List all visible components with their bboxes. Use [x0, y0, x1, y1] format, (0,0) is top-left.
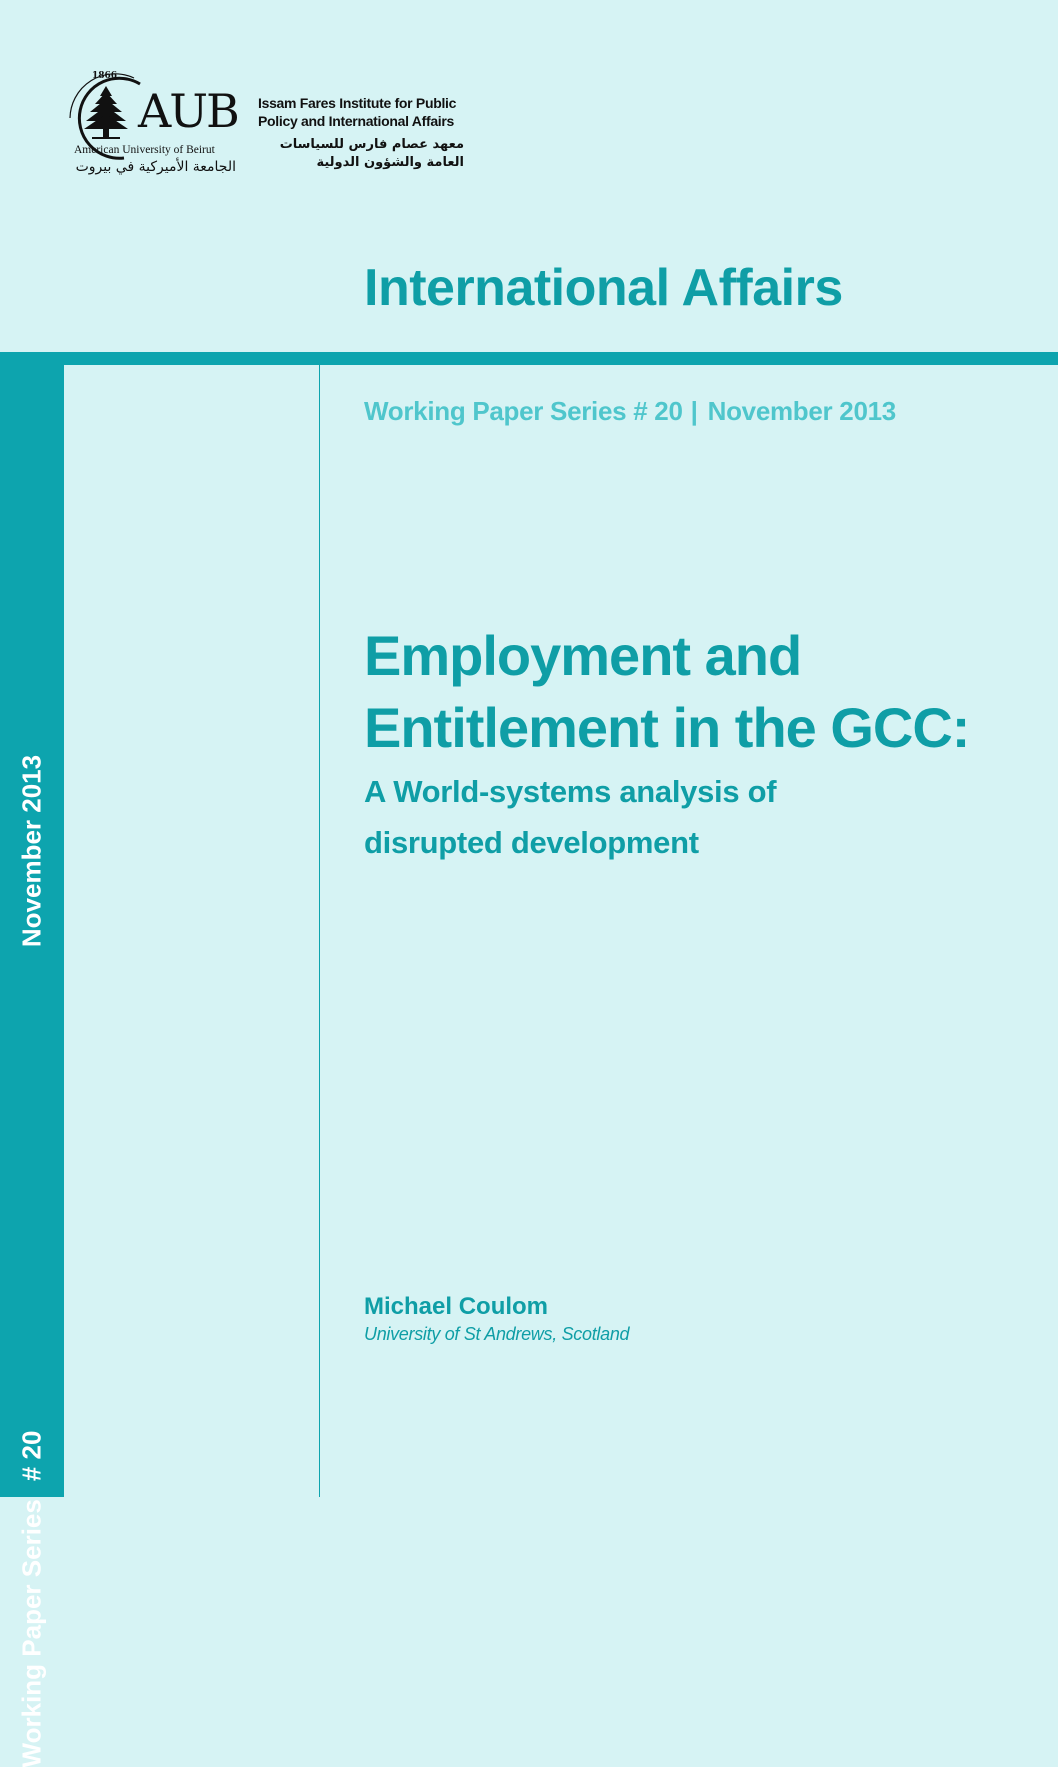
series-date: November 2013 — [707, 396, 896, 426]
series-line — [364, 396, 896, 427]
horizontal-divider — [0, 352, 1058, 365]
author-name: Michael Coulom — [364, 1293, 549, 1320]
spine-series-label: Working Paper Series — [16, 1499, 47, 1767]
paper-title-line2: Entitlement in the GCC: — [364, 696, 970, 759]
institute-ar-line2: العامة والشؤون الدولية — [316, 155, 464, 170]
author-affiliation: University of St Andrews, Scotland — [364, 1324, 630, 1344]
paper-title — [364, 620, 969, 764]
series-separator: | — [690, 396, 698, 426]
paper-subtitle-line2: disrupted development — [364, 825, 699, 860]
aub-name-arabic: الجامعة الأميركية في بيروت — [75, 159, 236, 175]
spine-series-number: # 20 — [16, 1430, 47, 1482]
spine-series — [17, 1431, 48, 1767]
paper-subtitle — [364, 766, 776, 868]
aub-name-english: American University of Beirut — [74, 144, 215, 156]
aub-founding-year: 1866 — [92, 71, 118, 81]
series-number: Working Paper Series # 20 — [364, 396, 683, 426]
aub-wordmark: AUB — [138, 84, 238, 138]
institute-en-line2: Policy and International Affairs — [258, 113, 455, 129]
institute-name-english — [258, 94, 473, 130]
spine-band — [0, 365, 64, 1767]
institute-name — [258, 94, 473, 172]
spine-date: November 2013 — [16, 754, 47, 948]
institute-name-arabic — [258, 136, 464, 172]
program-title: International Affairs — [364, 259, 843, 317]
paper-title-line1: Employment and — [364, 624, 802, 687]
institute-ar-line1: معهد عصام فارس للسياسات — [279, 137, 464, 152]
aub-logo — [62, 66, 237, 181]
institute-en-line1: Issam Fares Institute for Public — [258, 95, 457, 111]
vertical-divider — [319, 365, 320, 1497]
paper-subtitle-line1: A World-systems analysis of — [364, 774, 777, 809]
